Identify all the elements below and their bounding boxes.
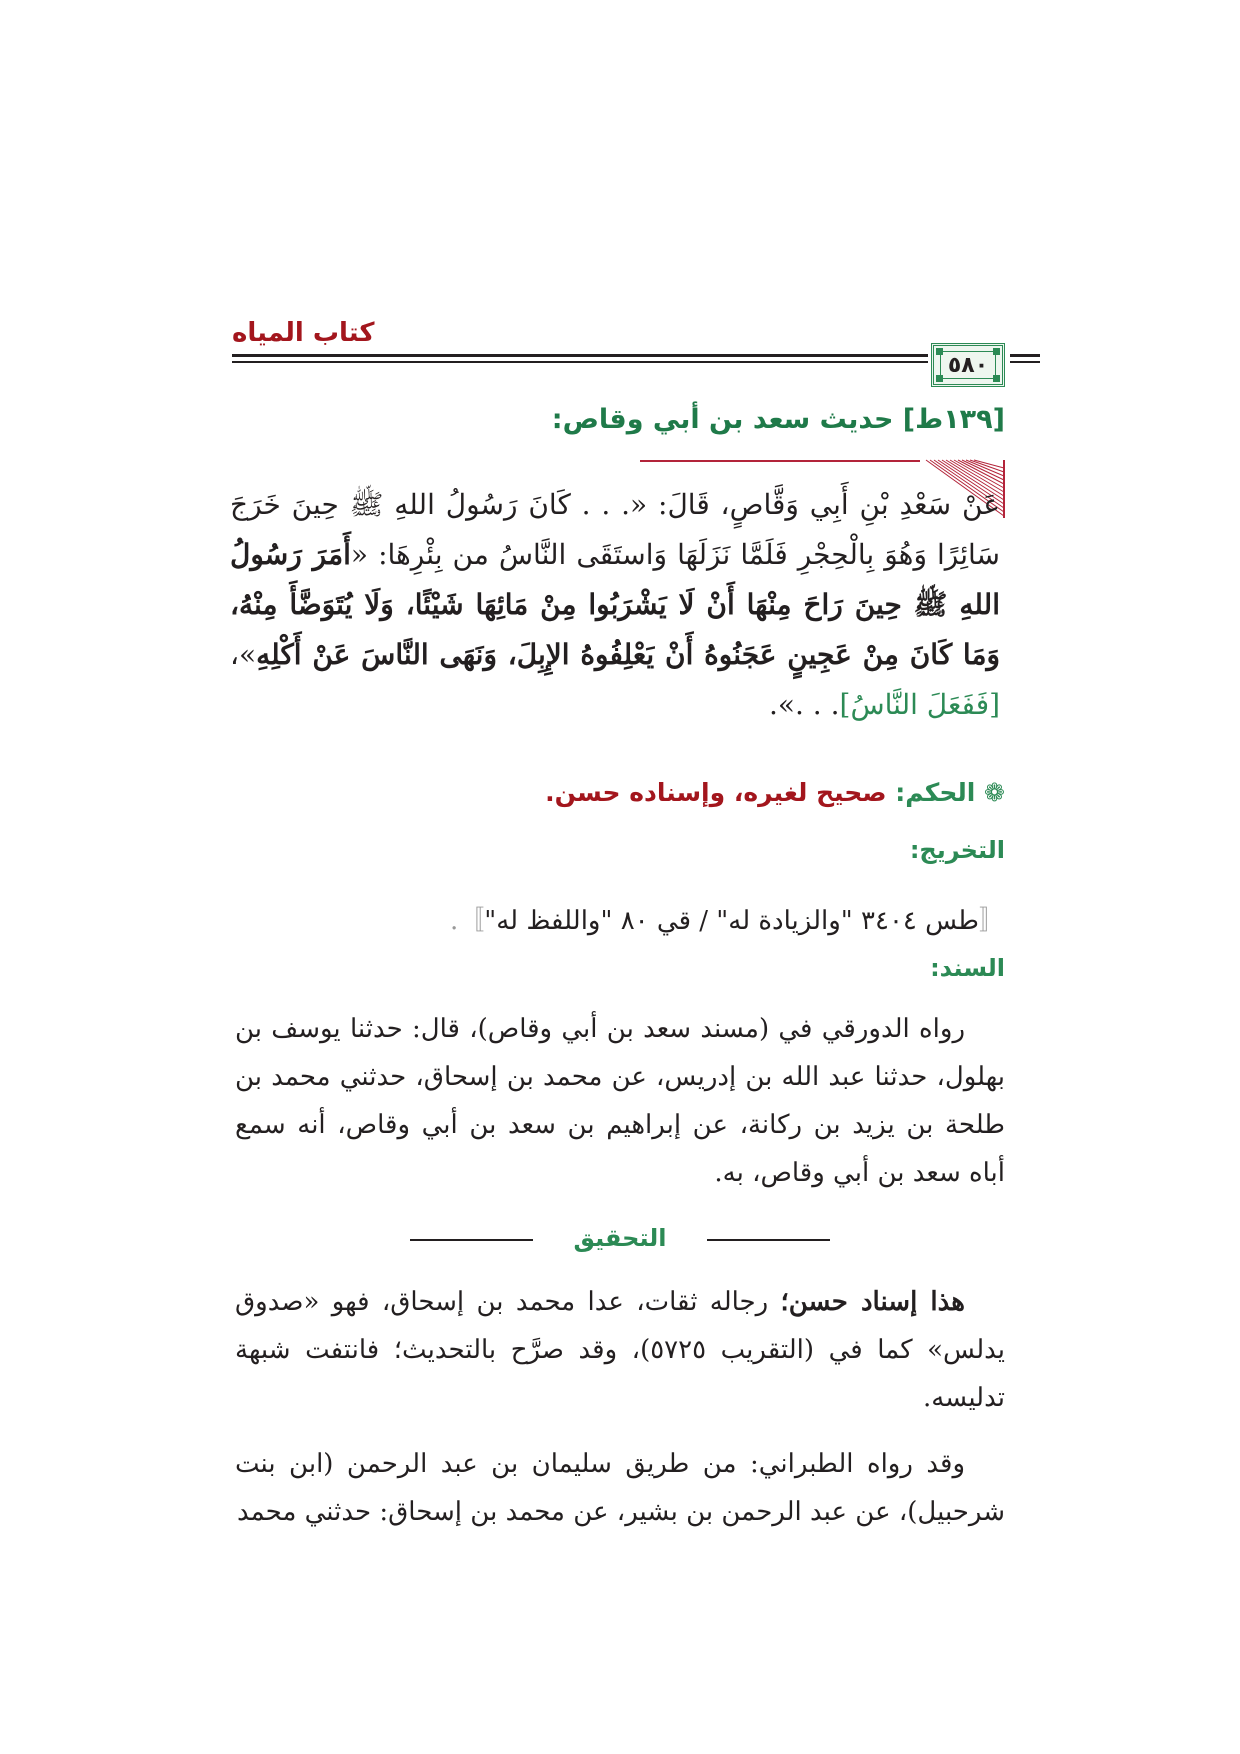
- hadith-end: . . .».: [768, 688, 840, 721]
- tahqiq-heading: التحقيق: [533, 1224, 706, 1252]
- header-rule: [232, 354, 928, 357]
- corner-ornament: [993, 375, 1000, 382]
- takhrij-refs: طس ٣٤٠٤ "والزيادة له" / قي ٨٠ "واللفظ له": [484, 906, 979, 936]
- bracket-open: 〚: [978, 906, 1005, 936]
- header-rule: [1010, 354, 1040, 357]
- tahqiq-divider: [410, 1224, 830, 1254]
- section-title: [١٣٩ط] حديث سعد بن أبي وقاص:: [551, 404, 1005, 435]
- takhrij-text: [450, 900, 1005, 937]
- ruling-line: [545, 778, 1005, 807]
- header-rule: [232, 361, 928, 363]
- header-rule: [1010, 361, 1040, 363]
- hadith-text: [230, 480, 1000, 730]
- ruling-label: الحكم:: [895, 778, 976, 807]
- bracket-close: 〛.: [449, 906, 485, 936]
- page-number: ٥٨٠: [940, 351, 996, 379]
- tahqiq-paragraph-2: وقد رواه الطبراني: من طريق سليمان بن عبد الرحمن (ابن بنت شرحبيل)، عن عبد الرحمن بن بشير، عن محمد بن إسحاق: حدثني محمد: [235, 1449, 1005, 1527]
- hadith-bold-text: أَمَرَ رَسُولُ اللهِ ﷺ حِينَ رَاحَ مِنْهَا أَنْ لَا يَشْرَبُوا مِنْ مَائِهَا شَيْئًا، وَلَا يُتَوَضَّأَ مِنْهُ، وَمَا كَانَ مِنْ عَجِينٍ عَجَنُوهُ أَنْ يَعْلِفُوهُ الإِبِلَ، وَنَهَى النَّاسَ عَنْ أَكْلِهِ: [230, 538, 1000, 671]
- hadith-addition: [فَفَعَلَ النَّاسُ]: [839, 688, 1000, 721]
- corner-ornament: [993, 348, 1000, 355]
- sanad-paragraph: رواه الدورقي في (مسند سعد بن أبي وقاص)، قال: حدثنا يوسف بن بهلول، حدثنا عبد الله بن إدريس، عن محمد بن إسحاق، حدثني محمد بن طلحة بن يزيد بن ركانة، عن إبراهيم بن سعد بن أبي وقاص، أنه سمع أباه سعد بن أبي وقاص، به.: [235, 1014, 1005, 1188]
- hadith-close-quote: »،: [230, 638, 257, 671]
- sanad-label: السند:: [930, 954, 1005, 982]
- takhrij-label: التخريج:: [909, 836, 1005, 864]
- tahqiq-text: رجاله ثقات، عدا محمد بن إسحاق، فهو «صدوق يدلس» كما في (التقريب ٥٧٢٥)، وقد صرَّح بالتحديث؛ فانتفت شبهة تدليسه.: [235, 1287, 1005, 1413]
- tahqiq-bold: هذا إسناد حسن؛: [780, 1287, 965, 1317]
- corner-ornament: [936, 348, 943, 355]
- page-number-box: [931, 343, 1005, 387]
- hadith-intro: عَنْ سَعْدِ بْنِ أَبِي وَقَّاصٍ، قَالَ: «. . . كَانَ رَسُولُ اللهِ ﷺ حِينَ خَرَجَ سَائِرًا وَهُوَ بِالْحِجْرِ فَلَمَّا نَزَلَهَا وَاستَقَى النَّاسُ من بِئْرِهَا: «: [230, 488, 1001, 571]
- hadith-top-line: [640, 460, 920, 462]
- corner-ornament: [936, 375, 943, 382]
- flower-icon: ❁: [984, 778, 1005, 807]
- book-title: كتاب المياه: [232, 318, 375, 348]
- tahqiq-paragraph-1: [235, 1278, 1005, 1422]
- ruling-value: صحيح لغيره، وإسناده حسن.: [545, 778, 887, 807]
